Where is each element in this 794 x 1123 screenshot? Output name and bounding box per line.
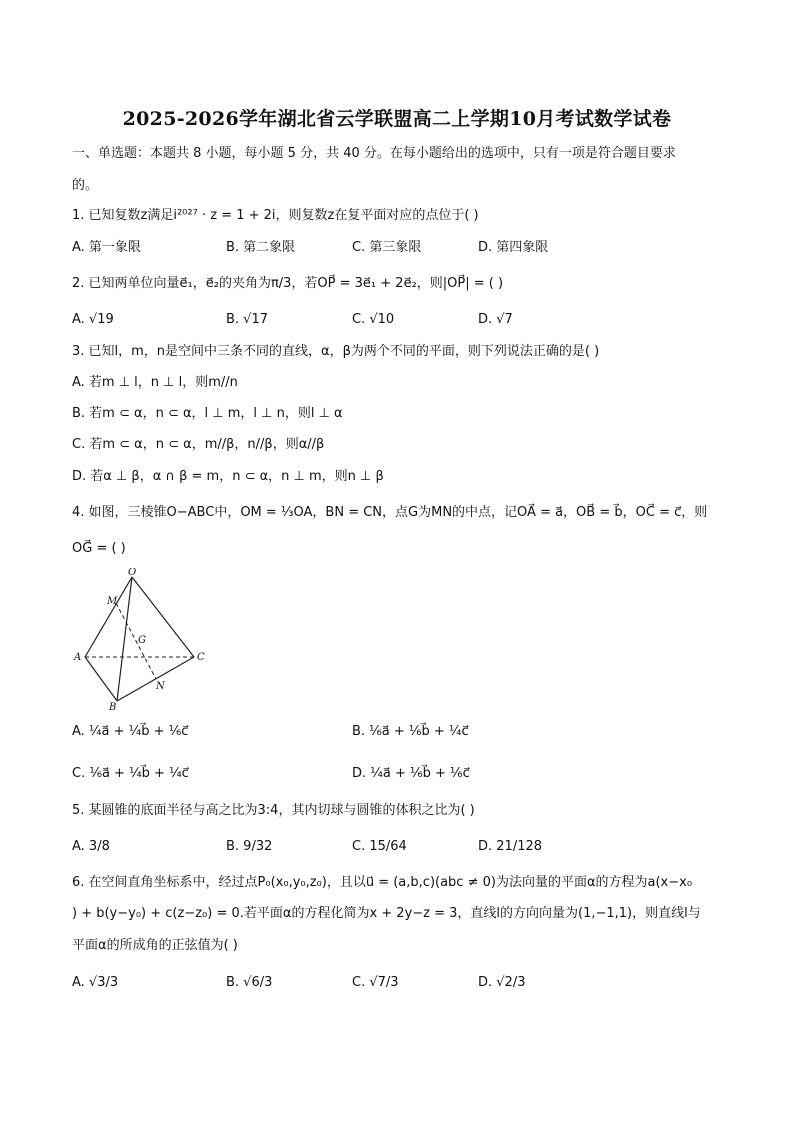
q4-option-d: D. ¼a⃗ + ⅙b⃗ + ⅙c⃗ [352,766,470,781]
q3-option-d: D. 若α ⊥ β，α ∩ β = m，n ⊂ α，n ⊥ m，则n ⊥ β [72,469,384,484]
label-B: B [109,702,117,713]
q6-option-a: A. √3/3 [72,975,119,990]
question-2-stem: 2. 已知两单位向量e⃗₁，e⃗₂的夹角为π/3，若OP⃗ = 3e⃗₁ + 2e⃗₂，则|OP⃗| = ( ) [72,276,504,291]
section-header: 一、单选题：本题共 8 小题，每小题 5 分，共 40 分。在每小题给出的选项中，只有一项是符合题目要求 [72,146,676,161]
segment-MN [116,603,156,679]
q3-option-b: B. 若m ⊂ α，n ⊂ α，l ⊥ m，l ⊥ n，则l ⊥ α [72,406,343,421]
edge-OA [85,577,132,657]
q3-option-c: C. 若m ⊂ α，n ⊂ α，m//β，n//β，则α//β [72,437,325,452]
q3-option-a: A. 若m ⊥ l，n ⊥ l，则m//n [72,375,238,390]
edge-OB [117,577,132,701]
question-1-stem: 1. 已知复数z满足i²⁰²⁷ · z = 1 + 2i，则复数z在复平面对应的点位于( ) [72,208,479,223]
q4-option-a: A. ¼a⃗ + ¼b⃗ + ⅙c⃗ [72,724,189,739]
q6-option-b: B. √6/3 [226,975,273,990]
label-N: N [156,681,165,692]
label-G: G [138,635,146,646]
label-C: C [197,652,205,663]
q4-option-b: B. ⅙a⃗ + ⅙b⃗ + ¼c⃗ [352,724,469,739]
question-6-stem: 6. 在空间直角坐标系中，经过点P₀(x₀,y₀,z₀)，且以u⃗ = (a,b,c)(abc ≠ 0)为法向量的平面α的方程为a(x−x₀ [72,875,693,890]
q1-option-b: B. 第二象限 [226,240,296,255]
q5-option-b: B. 9/32 [226,839,273,854]
q5-option-d: D. 21/128 [478,839,543,854]
question-3-stem: 3. 已知l，m，n是空间中三条不同的直线，α，β为两个不同的平面，则下列说法正确的是( ) [72,344,600,359]
q5-option-c: C. 15/64 [352,839,407,854]
q6-option-c: C. √7/3 [352,975,399,990]
q1-option-c: C. 第三象限 [352,240,422,255]
label-M: M [107,596,118,607]
question-6-stem-cont: ) + b(y−y₀) + c(z−z₀) = 0.若平面α的方程化简为x + 2y−z = 3，直线l的方向向量为(1,−1,1)，则直线l与 [72,906,701,921]
label-A: A [74,652,82,663]
question-6-stem-cont2: 平面α的所成角的正弦值为( ) [72,938,238,953]
q1-option-a: A. 第一象限 [72,240,141,255]
q5-option-a: A. 3/8 [72,839,110,854]
q4-option-c: C. ⅙a⃗ + ¼b⃗ + ¼c⃗ [72,766,189,781]
section-header-cont: 的。 [72,178,99,193]
q1-option-d: D. 第四象限 [478,240,549,255]
edge-AB [85,657,117,701]
page-title: 2025-2026学年湖北省云学联盟高二上学期10月考试数学试卷 [122,108,672,130]
q6-option-d: D. √2/3 [478,975,526,990]
pyramid-figure [72,568,232,713]
question-5-stem: 5. 某圆锥的底面半径与高之比为3:4，其内切球与圆锥的体积之比为( ) [72,803,475,818]
label-O: O [128,568,137,578]
q2-option-c: C. √10 [352,312,395,327]
q2-option-a: A. √19 [72,312,114,327]
q2-option-d: D. √7 [478,312,513,327]
question-4-stem: 4. 如图，三棱锥O−ABC中，OM = ⅓OA，BN = CN，点G为MN的中点，记OA⃗ = a⃗，OB⃗ = b⃗，OC⃗ = c⃗，则 [72,505,708,520]
question-4-stem-cont: OG⃗ = ( ) [72,541,126,556]
q2-option-b: B. √17 [226,312,269,327]
